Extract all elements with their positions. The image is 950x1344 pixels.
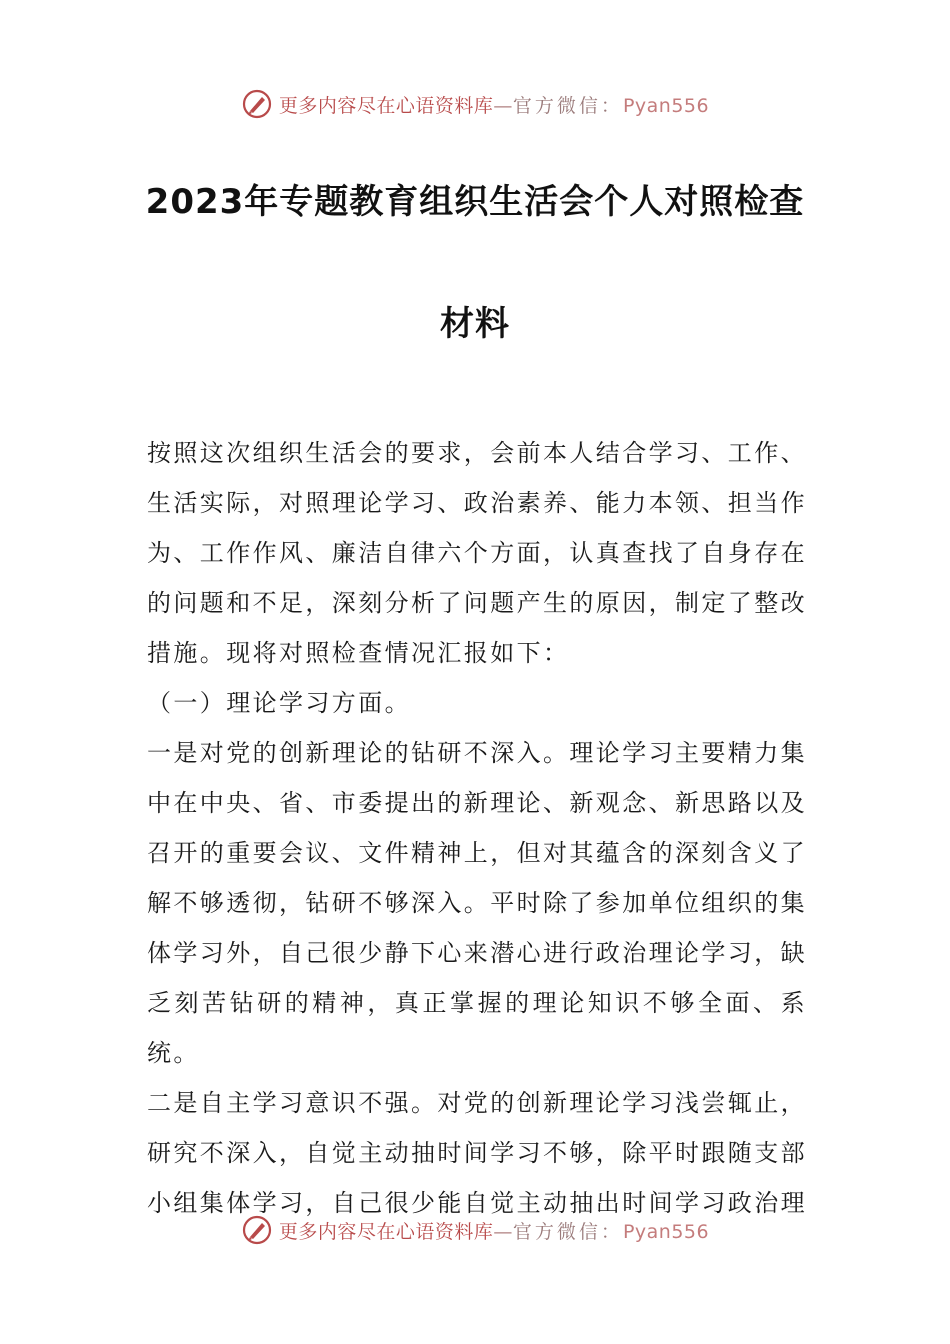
watermark-brand: 更多内容尽在心语资料库 xyxy=(278,1220,494,1243)
document-title-line-2: 材料 xyxy=(440,304,510,344)
watermark-text xyxy=(279,91,709,118)
paragraph-point-one: 一是对党的创新理论的钻研不深入。理论学习主要精力集中在中央、省、市委提出的新理论、新观念、新思路以及召开的重要会议、文件精神上，但对其蕴含的深刻含义了解不够透彻，钻研不够深入。平时除了参加单位组织的集体学习外，自己很少静下心来潜心进行政治理论学习，缺乏刻苦钻研的精神，真正掌握的理论知识不够全面、系统。 xyxy=(147,739,807,1067)
watermark-header xyxy=(0,84,950,124)
pen-logo-icon xyxy=(241,88,273,120)
document-title-line-1: 2023年专题教育组织生活会个人对照检查 xyxy=(145,182,805,222)
watermark-dash: — xyxy=(493,1220,513,1243)
watermark-wechat-id: Pyan556 xyxy=(622,1220,710,1243)
paragraph-point-two: 二是自主学习意识不强。对党的创新理论学习浅尝辄止，研究不深入，自觉主动抽时间学习不够，除平时跟随支部小组集体学习，自己很少能自觉主动抽出时间学习政治理 xyxy=(147,1089,807,1217)
pen-logo-icon xyxy=(241,1214,273,1246)
paragraph-section-heading: （一）理论学习方面。 xyxy=(147,689,411,717)
watermark-label: 官方微信： xyxy=(512,1220,623,1243)
document-body xyxy=(147,428,807,1228)
paragraph-intro: 按照这次组织生活会的要求，会前本人结合学习、工作、生活实际，对照理论学习、政治素养、能力本领、担当作为、工作作风、廉洁自律六个方面，认真查找了自身存在的问题和不足，深刻分析了问题产生的原因，制定了整改措施。现将对照检查情况汇报如下： xyxy=(147,439,807,667)
watermark-dash: — xyxy=(493,94,513,117)
watermark-label: 官方微信： xyxy=(512,94,623,117)
watermark-wechat-id: Pyan556 xyxy=(622,94,710,117)
watermark-brand: 更多内容尽在心语资料库 xyxy=(278,94,494,117)
watermark-text xyxy=(279,1217,709,1244)
watermark-footer xyxy=(0,1210,950,1250)
